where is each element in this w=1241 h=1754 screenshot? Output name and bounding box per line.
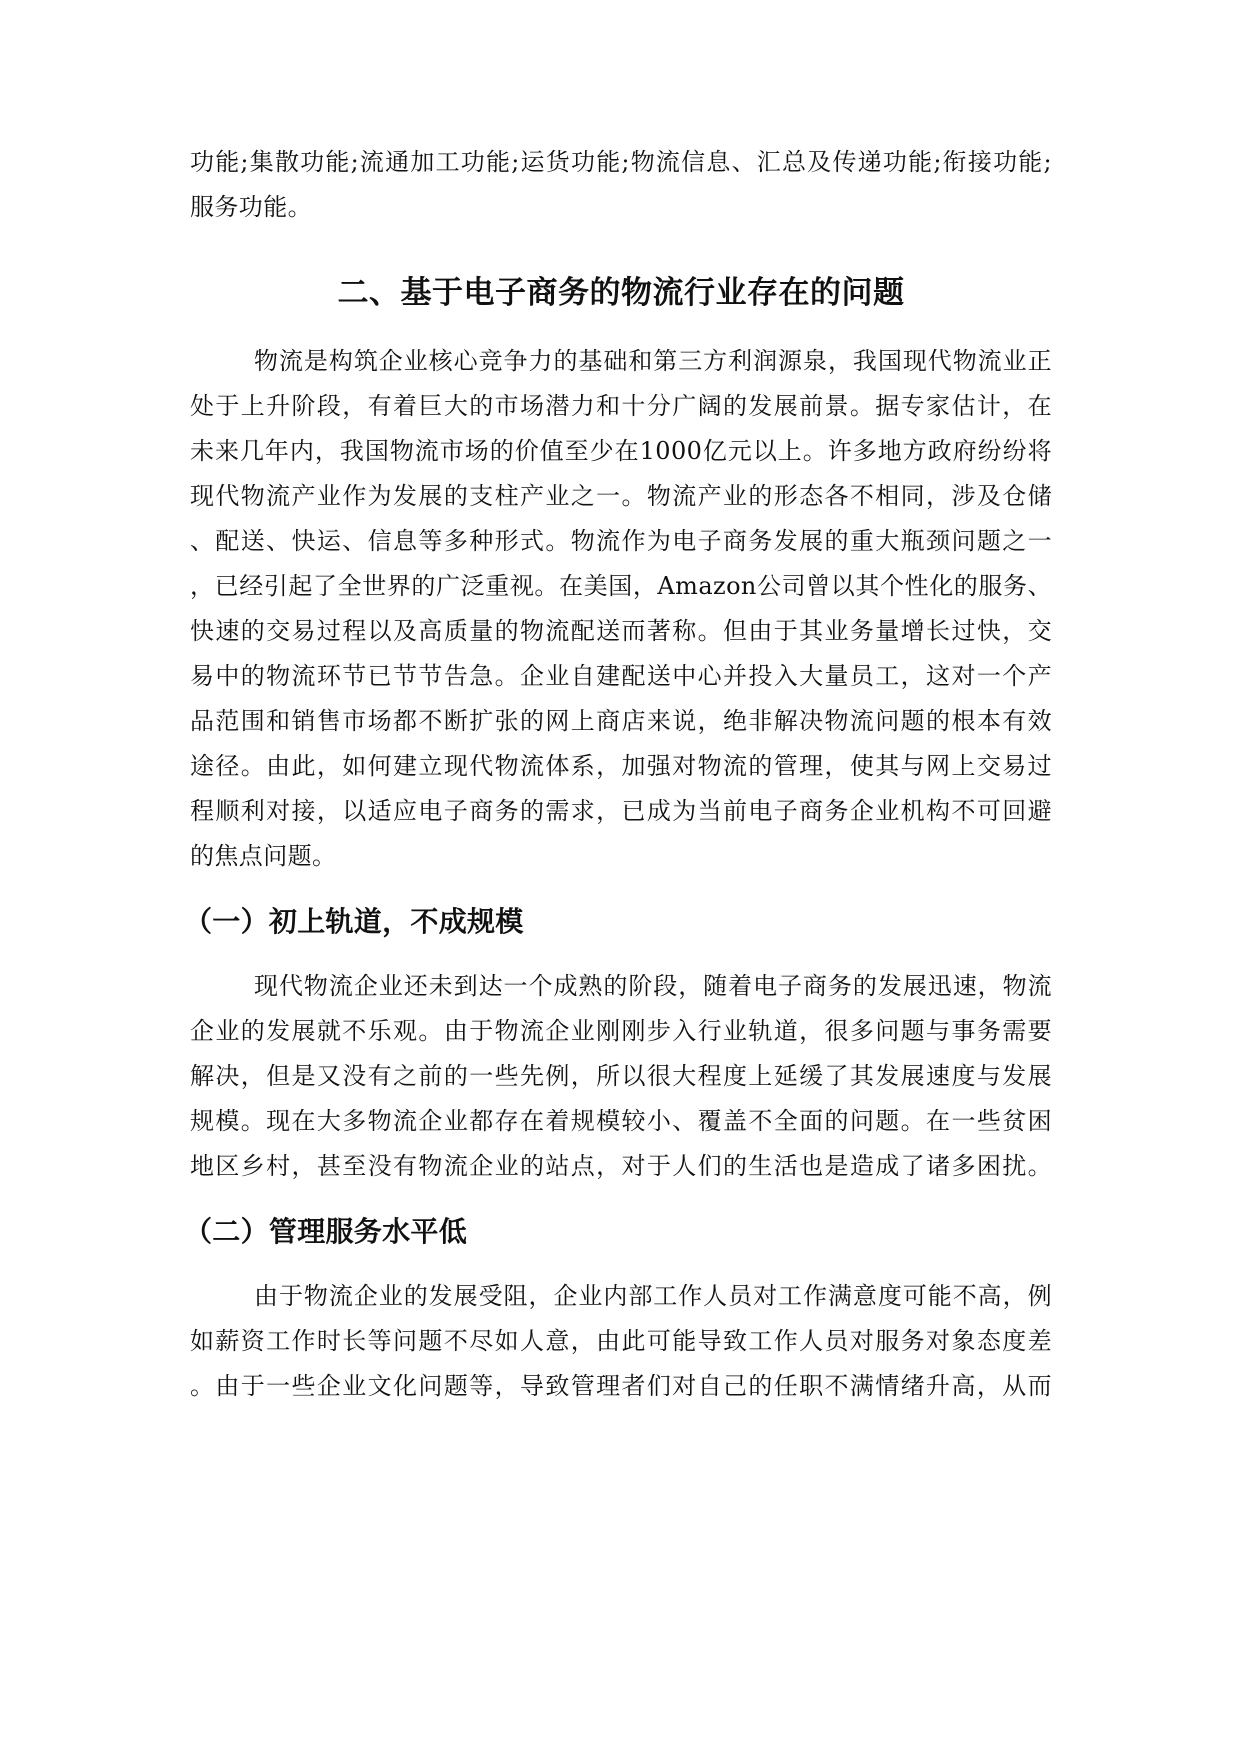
text-line: 现代物流企业还未到达一个成熟的阶段，随着电子商务的发展迅速，物流 (254, 972, 1052, 1000)
text-line: 的焦点问题。 (190, 842, 337, 870)
text-line: 现代物流产业作为发展的支柱产业之一。物流产业的形态各不相同，涉及仓储 (190, 482, 1052, 510)
text-line: 程顺利对接，以适应电子商务的需求，已成为当前电子商务企业机构不可回避 (190, 797, 1052, 825)
subsection-paragraph (190, 1274, 1052, 1409)
text-line: 易中的物流环节已节节告急。企业自建配送中心并投入大量员工，这对一个产 (190, 662, 1052, 690)
text-line: 快速的交易过程以及高质量的物流配送而著称。但由于其业务量增长过快，交 (190, 617, 1052, 645)
text-line: 处于上升阶段，有着巨大的市场潜力和十分广阔的发展前景。据专家估计，在 (190, 392, 1052, 420)
section-heading: 二、基于电子商务的物流行业存在的问题 (337, 275, 905, 311)
subsection-heading: （一）初上轨道，不成规模 (184, 905, 524, 938)
text-line: 物流是构筑企业核心竞争力的基础和第三方利润源泉，我国现代物流业正 (254, 347, 1052, 375)
intro-paragraph (190, 140, 1052, 230)
text-line: 、配送、快运、信息等多种形式。物流作为电子商务发展的重大瓶颈问题之一 (190, 527, 1052, 555)
text-line: ，已经引起了全世界的广泛重视。在美国，Amazon公司曾以其个性化的服务、 (190, 572, 1052, 600)
text-line: 途径。由此，如何建立现代物流体系，加强对物流的管理，使其与网上交易过 (190, 752, 1052, 780)
text-line: 地区乡村，甚至没有物流企业的站点，对于人们的生活也是造成了诸多困扰。 (190, 1152, 1052, 1180)
text-line: 企业的发展就不乐观。由于物流企业刚刚步入行业轨道，很多问题与事务需要 (190, 1017, 1052, 1045)
subsection-paragraph (190, 964, 1052, 1189)
subsection-heading: （二）管理服务水平低 (184, 1215, 468, 1248)
text-line: 品范围和销售市场都不断扩张的网上商店来说，绝非解决物流问题的根本有效 (190, 707, 1052, 735)
document-page (184, 140, 1052, 1409)
text-line: 由于物流企业的发展受阻，企业内部工作人员对工作满意度可能不高，例 (254, 1282, 1052, 1310)
text-line: 功能;集散功能;流通加工功能;运货功能;物流信息、汇总及传递功能;衔接功能; (190, 148, 1052, 176)
text-line: 解决，但是又没有之前的一些先例，所以很大程度上延缓了其发展速度与发展 (190, 1062, 1052, 1090)
section-paragraph (190, 339, 1052, 879)
text-line: 未来几年内，我国物流市场的价值至少在1000亿元以上。许多地方政府纷纷将 (190, 437, 1052, 465)
text-line: 如薪资工作时长等问题不尽如人意，由此可能导致工作人员对服务对象态度差 (190, 1327, 1052, 1355)
text-line: 。由于一些企业文化问题等，导致管理者们对自己的任职不满情绪升高，从而 (190, 1372, 1052, 1400)
text-line: 规模。现在大多物流企业都存在着规模较小、覆盖不全面的问题。在一些贫困 (190, 1107, 1052, 1135)
text-line: 服务功能。 (190, 193, 312, 221)
